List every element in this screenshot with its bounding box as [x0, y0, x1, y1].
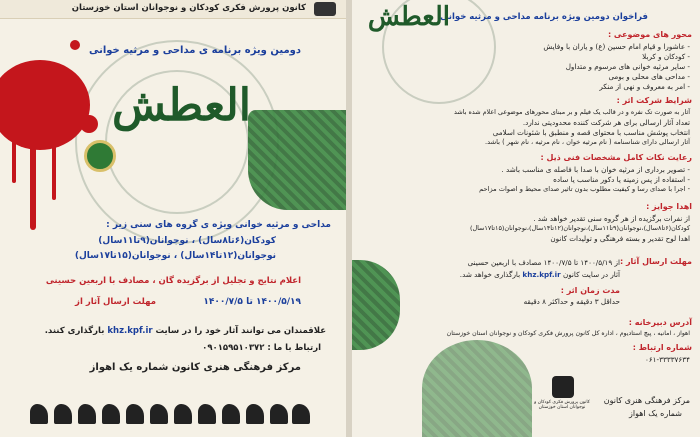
right-green-bottom-pattern	[422, 340, 532, 437]
right-calligraphy: العطش	[367, 2, 450, 32]
left-poster	[0, 0, 346, 437]
site-text-a: آثار در سایت کانون	[562, 270, 620, 279]
section-technical-heading: رعایت نکات کامل مشخصات فنی ذیل :	[540, 153, 692, 162]
left-center: مرکز فرهنگی هنری کانون شماره یک اهواز	[89, 362, 301, 373]
green-ornament-pattern	[248, 110, 346, 210]
right-title: فراخوان دومین ویژه برنامه مداحی و مرثیه خوانی	[440, 12, 648, 22]
left-header-text: کانون پرورش فکری کودکان و نوجوانان استان خوزستان	[71, 3, 306, 13]
center-line2: شماره یک اهواز	[629, 409, 682, 418]
left-upload-row	[45, 326, 326, 336]
blood-drip-icon	[30, 140, 36, 230]
kanoon-logo-icon	[552, 376, 574, 398]
camel-caravan-icon	[30, 392, 310, 424]
section-conditions-heading: شرایط شرکت اثر :	[616, 96, 692, 105]
left-deadline-dates: ۱۴۰۰/۵/۱۹ تا ۱۴۰۰/۷/۵	[203, 297, 301, 307]
section-prizes-line: کودکان(۶تا۸سال)،نوجوانان(۹تا۱۱سال)،نوجوانان(۱۲تا۱۴سال)،نوجوانان(۱۵تا۱۷سال)	[469, 224, 690, 232]
left-upload-site-link[interactable]: khz.kpf.ir	[107, 326, 153, 336]
left-subtitle: دومین ویژه برنامه ی مداحی و مرثیه خوانی	[88, 45, 301, 56]
left-announce: اعلام نتایج و تجلیل از برگزیده گان ، مصادف با اربعین حسینی	[45, 276, 301, 286]
address-text: اهواز ، امانیه ، پیچ استادیوم ، اداره کل کانون پرورش فکری کودکان و نوجوانان استان خوزستان	[446, 330, 690, 337]
left-upload-text-a: علاقمندان می توانند آثار خود را در سایت	[155, 326, 326, 336]
site-row	[460, 270, 620, 279]
left-upload-text-b: بارگذاری کنند.	[44, 326, 105, 336]
left-deadline-label: مهلت ارسال آثار از	[75, 297, 156, 307]
section-topics-heading: محور های موضوعی :	[607, 30, 692, 39]
left-desc-line1: مداحی و مرثیه خوانی ویژه ی گروه های سنی زیر :	[106, 220, 331, 230]
section-topics-line: - کودکان و کربلا	[642, 52, 690, 61]
section-prizes-line: از نفرات برگزیده از هر گروه سنی تقدیر خواهد شد .	[533, 214, 690, 223]
section-prizes-line: اهدا لوح تقدیر و بسته فرهنگی و تولیدات کانون	[550, 234, 690, 243]
left-desc-line3: نوجوانان(۱۲تا۱۴سال) ، نوجوانان(۱۵تا۱۷سال)	[74, 251, 276, 261]
left-logo-icon	[314, 2, 336, 16]
section-technical-line: - استفاده از پس زمینه یا دکور مناسب یا ساده	[553, 175, 690, 184]
blood-drop-icon	[80, 115, 98, 133]
section-topics-line: - امر به معروف و نهی از منکر	[599, 82, 690, 91]
deadline-text: از ۱۴۰۰/۵/۱۹ تا ۱۴۰۰/۷/۵ مصادف با اربعین حسینی	[467, 258, 620, 267]
section-conditions-line: تعداد آثار ارسالی برای هر شرکت کننده محدودیتی ندارد.	[522, 118, 690, 127]
site-link[interactable]: khz.kpf.ir	[522, 270, 561, 279]
blood-drop-small-icon	[70, 40, 80, 50]
site-text-b: بارگذاری خواهد شد.	[459, 270, 521, 279]
section-topics-line: - مداحی های محلی و بومی	[608, 72, 690, 81]
duration-heading: مدت زمان اثر :	[560, 286, 620, 295]
logo-caption: کانون پرورش فکری کودکان و نوجوانان استان خوزستان	[534, 400, 590, 410]
section-conditions-line: انتخاب پوشش مناسب با محتوای قصه و منطبق با شئونات اسلامی	[492, 128, 690, 137]
left-calligraphy-title: العطش	[111, 80, 251, 131]
right-green-corner-pattern	[352, 260, 400, 350]
section-technical-line: - اجرا با صدای رسا و کیفیت مطلوب بدون تاثیر صدای محیط و اصوات مزاحم	[479, 185, 690, 193]
section-conditions-line: آثار ارسالی دارای شناسنامه ( نام مرثیه خوان ، نام مرثیه ، نام شهر ) باشد.	[485, 138, 690, 146]
green-emblem-icon	[84, 140, 116, 172]
section-conditions-line: آثار به صورت تک نفره و در قالب یک فیلم و بر مبنای محورهای موضوعی اعلام شده باشد	[454, 108, 690, 116]
blood-drip-3-icon	[12, 138, 16, 183]
address-heading: آدرس دبیرخانه :	[628, 318, 692, 327]
section-prizes-heading: اهدا جوایز :	[646, 202, 692, 211]
section-topics-line: - عاشورا و قیام امام حسین (ع) و یاران با وفایش	[543, 42, 690, 51]
phone-heading: شماره ارتباط :	[632, 343, 692, 352]
phone-text: ۰۶۱-۳۳۳۳۷۶۳۴	[644, 355, 690, 364]
deadline-heading: مهلت ارسال آثار :	[619, 257, 692, 266]
right-poster	[352, 0, 700, 437]
center-line1: مرکز فرهنگی هنری کانون	[603, 396, 690, 405]
duration-text: حداقل ۳ دقیقه و حداکثر ۸ دقیقه	[523, 297, 620, 306]
section-topics-line: - سایر مرثیه خوانی های مرسوم و متداول	[565, 62, 690, 71]
left-contact: ارتباط با ما : ۰۹۰۱۵۹۵۱۰۳۷۲	[202, 343, 321, 353]
section-technical-line: - تصویر برداری از مرثیه خوان با صدا با فاصله ی مناسب باشد .	[501, 165, 690, 174]
blood-drip-2-icon	[52, 140, 56, 200]
left-desc-line2: کودکان(۶تا۸سال) ، نوجوانان(۹تا۱۱سال)	[98, 236, 276, 246]
